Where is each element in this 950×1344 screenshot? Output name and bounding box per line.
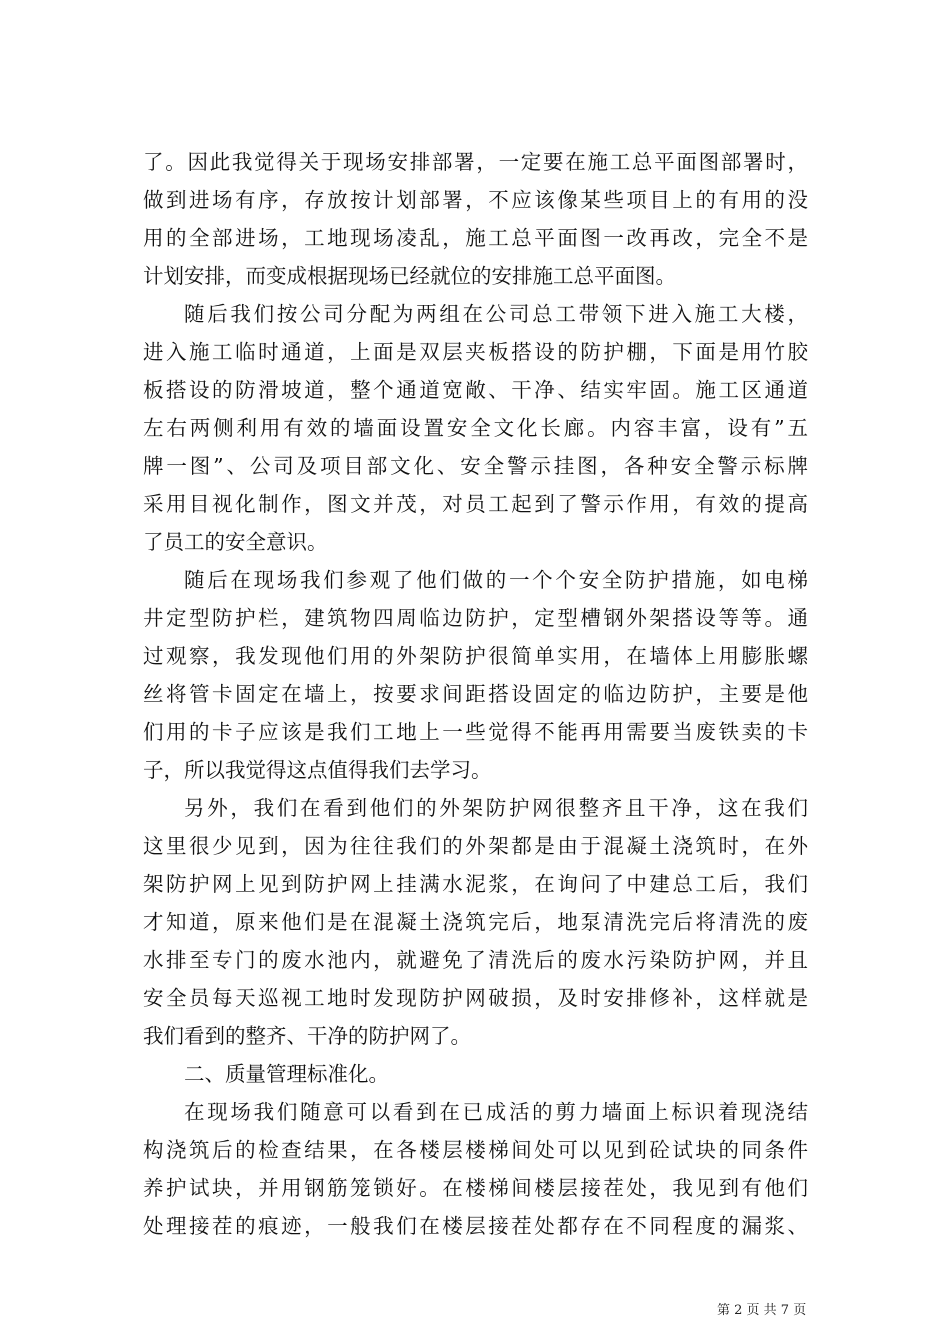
text-line: 做到进场有序，存放按计划部署，不应该像某些项目上的有用的没 [143, 188, 808, 212]
text-line: 随后我们按公司分配为两组在公司总工带领下进入施工大楼， [184, 302, 808, 326]
text-line: 井定型防护栏，建筑物四周临边防护，定型槽钢外架搭设等等。通 [143, 606, 808, 630]
text-line: 我们看到的整齐、干净的防护网了。 [143, 1024, 471, 1048]
text-line: 水排至专门的废水池内，就避免了清洗后的废水污染防护网，并且 [143, 948, 808, 972]
text-line: 子，所以我觉得这点值得我们去学习。 [143, 758, 492, 782]
page-number: 第 2 页 共 7 页 [717, 1303, 807, 1318]
text-line: 构浇筑后的检查结果，在各楼层楼梯间处可以见到砼试块的同条件 [143, 1138, 808, 1162]
text-line: 架防护网上见到防护网上挂满水泥浆，在询问了中建总工后，我们 [143, 872, 808, 896]
text-line: 板搭设的防滑坡道，整个通道宽敞、干净、结实牢固。施工区通道 [143, 378, 808, 402]
text-line: 计划安排，而变成根据现场已经就位的安排施工总平面图。 [143, 264, 676, 288]
text-line: 用的全部进场，工地现场凌乱，施工总平面图一改再改，完全不是 [143, 226, 808, 250]
text-line: 采用目视化制作，图文并茂，对员工起到了警示作用，有效的提高 [143, 492, 808, 516]
text-line: 了。因此我觉得关于现场安排部署，一定要在施工总平面图部署时， [143, 150, 808, 174]
text-line: 安全员每天巡视工地时发现防护网破损，及时安排修补，这样就是 [143, 986, 808, 1010]
text-line: 养护试块，并用钢筋笼锁好。在楼梯间楼层接茬处，我见到有他们 [143, 1176, 808, 1200]
text-line: 在现场我们随意可以看到在已成活的剪力墙面上标识着现浇结 [184, 1100, 808, 1124]
text-line: 牌一图”、公司及项目部文化、安全警示挂图，各种安全警示标牌 [143, 454, 808, 478]
text-line: 这里很少见到，因为往往我们的外架都是由于混凝土浇筑时，在外 [143, 834, 808, 858]
text-line: 进入施工临时通道，上面是双层夹板搭设的防护棚，下面是用竹胶 [143, 340, 808, 364]
section-heading: 二、质量管理标准化。 [184, 1062, 389, 1086]
text-line: 丝将管卡固定在墙上，按要求间距搭设固定的临边防护，主要是他 [143, 682, 808, 706]
text-line: 才知道，原来他们是在混凝土浇筑完后，地泵清洗完后将清洗的废 [143, 910, 808, 934]
text-line: 另外，我们在看到他们的外架防护网很整齐且干净，这在我们 [184, 796, 808, 820]
text-line: 左右两侧利用有效的墙面设置安全文化长廊。内容丰富，设有”五 [143, 416, 808, 440]
text-line: 随后在现场我们参观了他们做的一个个安全防护措施，如电梯 [184, 568, 808, 592]
text-line: 们用的卡子应该是我们工地上一些觉得不能再用需要当废铁卖的卡 [143, 720, 808, 744]
text-line: 处理接茬的痕迹，一般我们在楼层接茬处都存在不同程度的漏浆、 [143, 1214, 808, 1238]
text-line: 了员工的安全意识。 [143, 530, 328, 554]
text-line: 过观察，我发现他们用的外架防护很简单实用，在墙体上用膨胀螺 [143, 644, 808, 668]
